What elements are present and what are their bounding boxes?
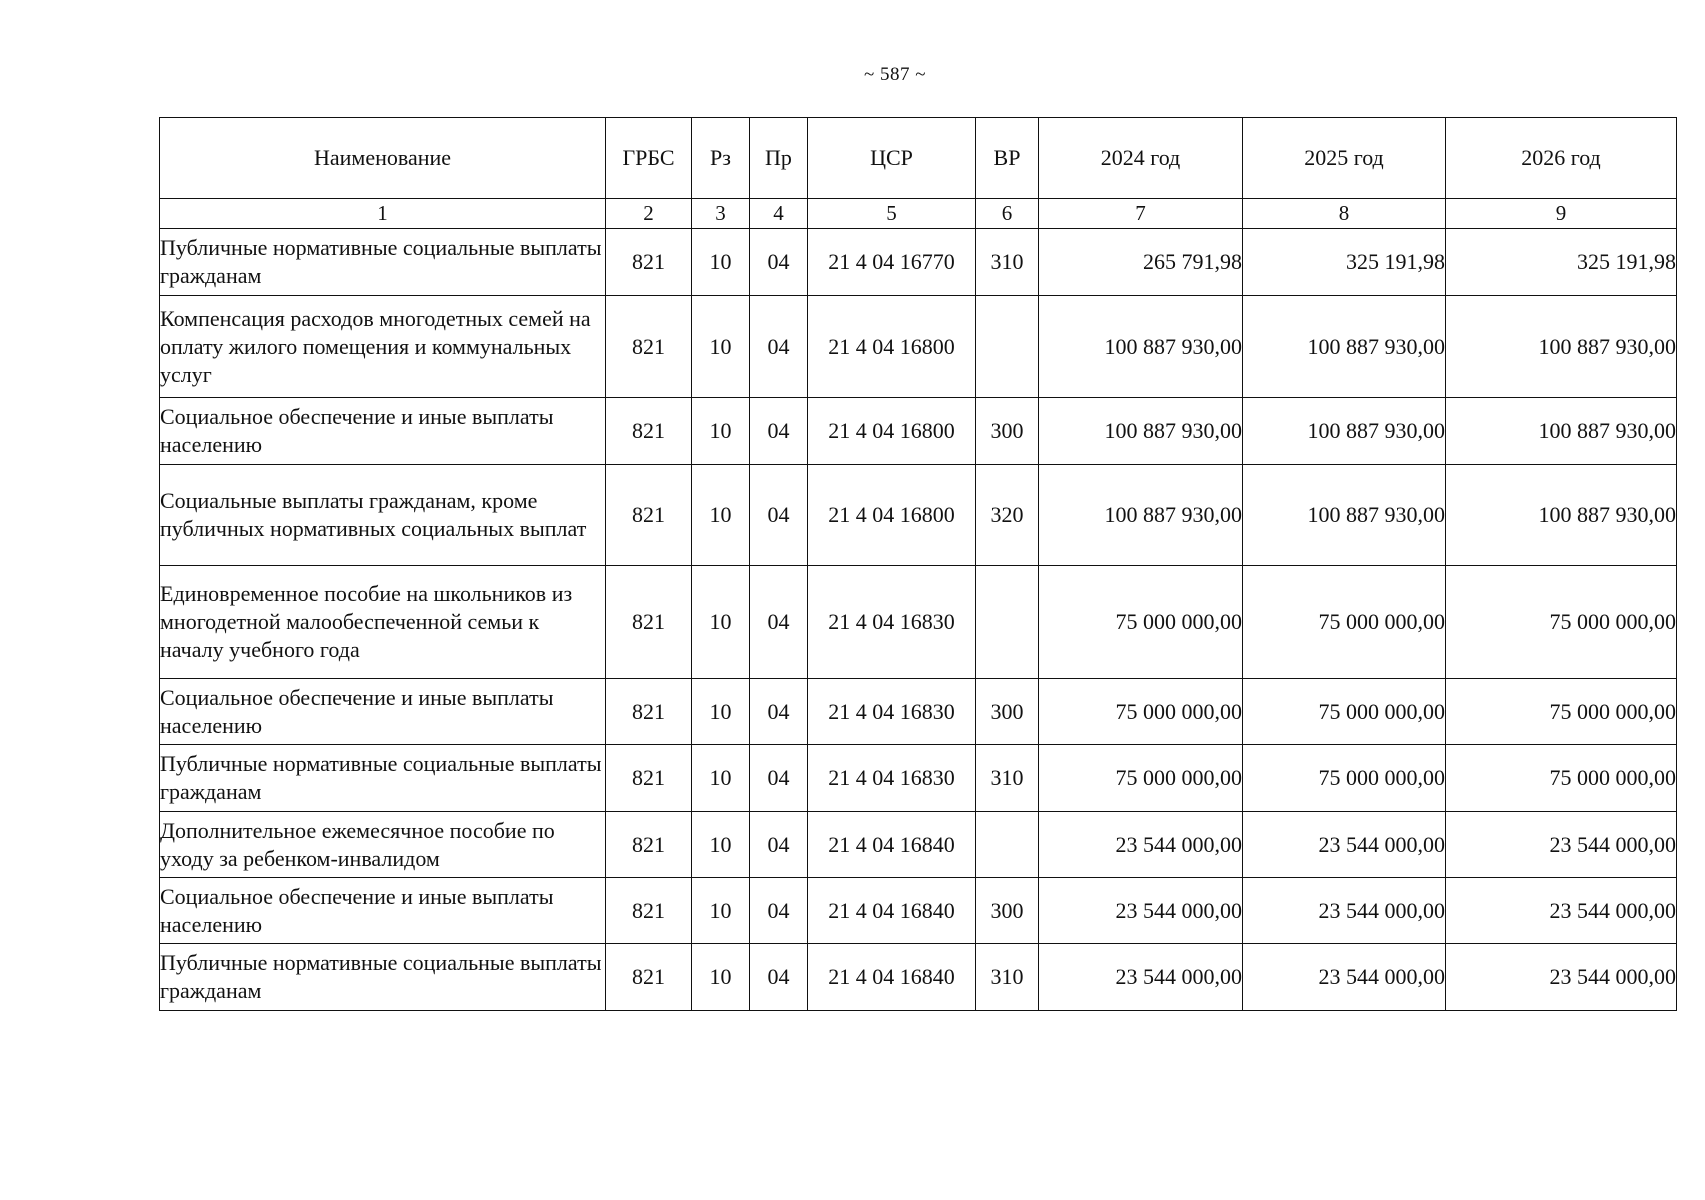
row-grbs: 821 xyxy=(606,679,692,745)
row-rz: 10 xyxy=(692,398,750,465)
row-amount-2025: 75 000 000,00 xyxy=(1243,745,1446,812)
header-2026: 2026 год xyxy=(1446,118,1677,199)
row-name: Социальные выплаты гражданам, кроме публичных нормативных социальных выплат xyxy=(160,465,606,566)
row-grbs: 821 xyxy=(606,878,692,944)
row-amount-2024: 23 544 000,00 xyxy=(1039,944,1243,1011)
header-pr: Пр xyxy=(750,118,808,199)
table-row xyxy=(160,229,1677,296)
column-number: 6 xyxy=(976,199,1039,229)
table-row xyxy=(160,745,1677,812)
row-pr: 04 xyxy=(750,679,808,745)
table-row xyxy=(160,944,1677,1011)
header-2025: 2025 год xyxy=(1243,118,1446,199)
row-amount-2026: 75 000 000,00 xyxy=(1446,566,1677,679)
row-vr xyxy=(976,566,1039,679)
row-name: Публичные нормативные социальные выплаты гражданам xyxy=(160,745,606,812)
row-amount-2025: 325 191,98 xyxy=(1243,229,1446,296)
row-rz: 10 xyxy=(692,878,750,944)
table-row xyxy=(160,296,1677,398)
row-amount-2025: 75 000 000,00 xyxy=(1243,679,1446,745)
table-row xyxy=(160,465,1677,566)
column-number: 9 xyxy=(1446,199,1677,229)
column-number: 2 xyxy=(606,199,692,229)
row-amount-2026: 100 887 930,00 xyxy=(1446,398,1677,465)
row-rz: 10 xyxy=(692,566,750,679)
row-grbs: 821 xyxy=(606,566,692,679)
row-vr xyxy=(976,812,1039,878)
row-csr: 21 4 04 16830 xyxy=(808,745,976,812)
column-number: 7 xyxy=(1039,199,1243,229)
row-amount-2026: 23 544 000,00 xyxy=(1446,812,1677,878)
row-pr: 04 xyxy=(750,398,808,465)
row-pr: 04 xyxy=(750,229,808,296)
row-csr: 21 4 04 16830 xyxy=(808,566,976,679)
row-vr: 310 xyxy=(976,745,1039,812)
row-grbs: 821 xyxy=(606,398,692,465)
row-rz: 10 xyxy=(692,229,750,296)
row-csr: 21 4 04 16840 xyxy=(808,812,976,878)
row-csr: 21 4 04 16830 xyxy=(808,679,976,745)
row-pr: 04 xyxy=(750,465,808,566)
row-amount-2026: 23 544 000,00 xyxy=(1446,878,1677,944)
header-csr: ЦСР xyxy=(808,118,976,199)
row-amount-2024: 265 791,98 xyxy=(1039,229,1243,296)
row-csr: 21 4 04 16800 xyxy=(808,465,976,566)
budget-table xyxy=(159,117,1677,1011)
row-csr: 21 4 04 16840 xyxy=(808,944,976,1011)
header-rz: Рз xyxy=(692,118,750,199)
row-name: Социальное обеспечение и иные выплаты населению xyxy=(160,679,606,745)
table-row xyxy=(160,398,1677,465)
header-vr: ВР xyxy=(976,118,1039,199)
row-vr: 320 xyxy=(976,465,1039,566)
row-name: Дополнительное ежемесячное пособие по уходу за ребенком-инвалидом xyxy=(160,812,606,878)
row-amount-2026: 325 191,98 xyxy=(1446,229,1677,296)
row-grbs: 821 xyxy=(606,745,692,812)
row-amount-2024: 100 887 930,00 xyxy=(1039,296,1243,398)
row-vr: 310 xyxy=(976,944,1039,1011)
row-amount-2026: 100 887 930,00 xyxy=(1446,296,1677,398)
row-name: Единовременное пособие на школьников из многодетной малообеспеченной семьи к началу учебного года xyxy=(160,566,606,679)
row-grbs: 821 xyxy=(606,229,692,296)
column-number-row xyxy=(160,199,1677,229)
row-amount-2025: 75 000 000,00 xyxy=(1243,566,1446,679)
column-number: 8 xyxy=(1243,199,1446,229)
row-amount-2025: 100 887 930,00 xyxy=(1243,296,1446,398)
row-vr: 300 xyxy=(976,679,1039,745)
row-name: Публичные нормативные социальные выплаты гражданам xyxy=(160,229,606,296)
header-name: Наименование xyxy=(160,118,606,199)
row-amount-2026: 75 000 000,00 xyxy=(1446,679,1677,745)
row-rz: 10 xyxy=(692,745,750,812)
header-2024: 2024 год xyxy=(1039,118,1243,199)
row-csr: 21 4 04 16800 xyxy=(808,296,976,398)
header-grbs: ГРБС xyxy=(606,118,692,199)
row-name: Публичные нормативные социальные выплаты гражданам xyxy=(160,944,606,1011)
row-pr: 04 xyxy=(750,878,808,944)
table-row xyxy=(160,812,1677,878)
row-csr: 21 4 04 16800 xyxy=(808,398,976,465)
table-header-row xyxy=(160,118,1677,199)
row-amount-2024: 100 887 930,00 xyxy=(1039,398,1243,465)
row-amount-2026: 100 887 930,00 xyxy=(1446,465,1677,566)
row-grbs: 821 xyxy=(606,465,692,566)
row-rz: 10 xyxy=(692,812,750,878)
row-rz: 10 xyxy=(692,296,750,398)
table-row xyxy=(160,878,1677,944)
row-amount-2025: 100 887 930,00 xyxy=(1243,465,1446,566)
row-pr: 04 xyxy=(750,566,808,679)
row-name: Социальное обеспечение и иные выплаты населению xyxy=(160,398,606,465)
column-number: 5 xyxy=(808,199,976,229)
row-grbs: 821 xyxy=(606,812,692,878)
row-amount-2026: 23 544 000,00 xyxy=(1446,944,1677,1011)
row-rz: 10 xyxy=(692,465,750,566)
row-pr: 04 xyxy=(750,745,808,812)
row-vr: 300 xyxy=(976,398,1039,465)
row-vr: 300 xyxy=(976,878,1039,944)
row-amount-2025: 23 544 000,00 xyxy=(1243,878,1446,944)
row-amount-2026: 75 000 000,00 xyxy=(1446,745,1677,812)
row-csr: 21 4 04 16770 xyxy=(808,229,976,296)
row-amount-2024: 75 000 000,00 xyxy=(1039,745,1243,812)
row-name: Компенсация расходов многодетных семей на оплату жилого помещения и коммунальных услуг xyxy=(160,296,606,398)
row-pr: 04 xyxy=(750,296,808,398)
column-number: 3 xyxy=(692,199,750,229)
row-amount-2025: 23 544 000,00 xyxy=(1243,944,1446,1011)
row-grbs: 821 xyxy=(606,296,692,398)
table-row xyxy=(160,679,1677,745)
row-rz: 10 xyxy=(692,679,750,745)
row-grbs: 821 xyxy=(606,944,692,1011)
column-number: 4 xyxy=(750,199,808,229)
row-pr: 04 xyxy=(750,944,808,1011)
row-pr: 04 xyxy=(750,812,808,878)
row-rz: 10 xyxy=(692,944,750,1011)
row-amount-2024: 100 887 930,00 xyxy=(1039,465,1243,566)
column-number: 1 xyxy=(160,199,606,229)
row-vr: 310 xyxy=(976,229,1039,296)
row-csr: 21 4 04 16840 xyxy=(808,878,976,944)
row-name: Социальное обеспечение и иные выплаты населению xyxy=(160,878,606,944)
row-vr xyxy=(976,296,1039,398)
row-amount-2024: 23 544 000,00 xyxy=(1039,878,1243,944)
row-amount-2024: 75 000 000,00 xyxy=(1039,679,1243,745)
row-amount-2025: 23 544 000,00 xyxy=(1243,812,1446,878)
table-row xyxy=(160,566,1677,679)
row-amount-2024: 23 544 000,00 xyxy=(1039,812,1243,878)
row-amount-2025: 100 887 930,00 xyxy=(1243,398,1446,465)
page-number: ~ 587 ~ xyxy=(863,64,927,85)
row-amount-2024: 75 000 000,00 xyxy=(1039,566,1243,679)
